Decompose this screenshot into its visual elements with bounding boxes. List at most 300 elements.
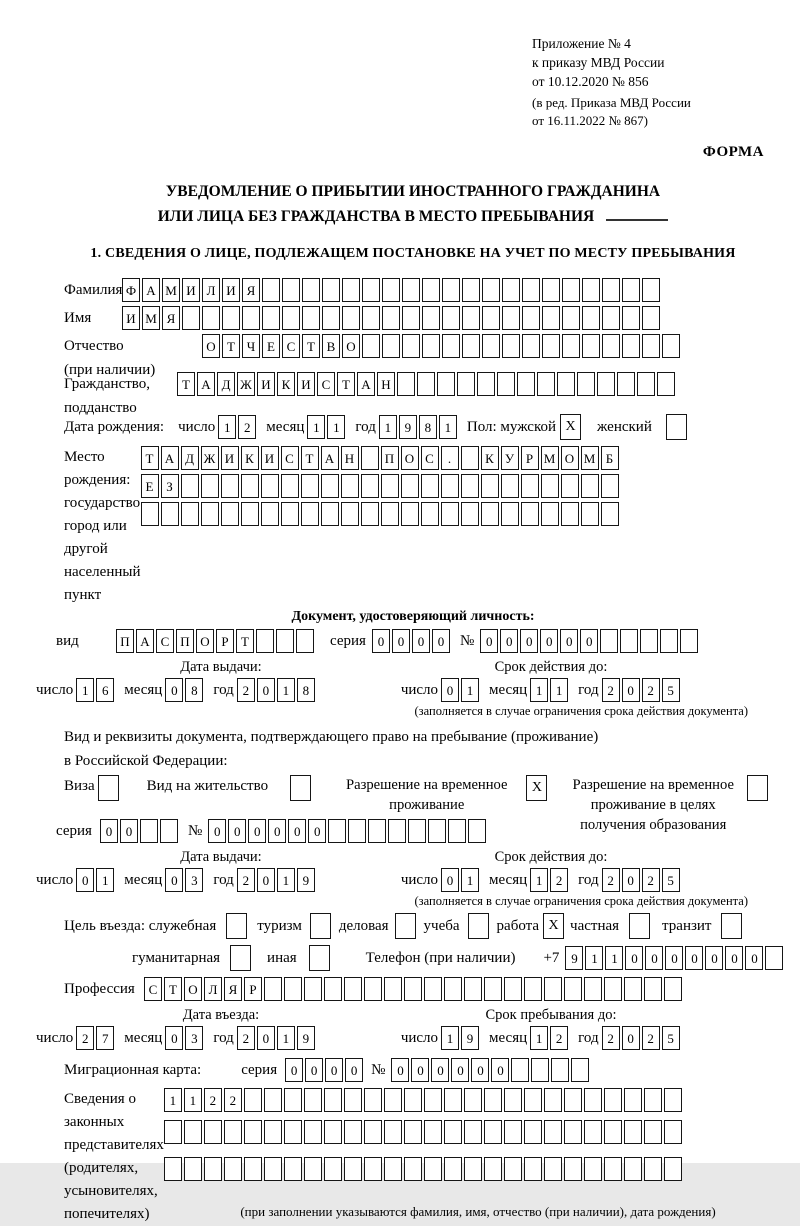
birthplace-cell[interactable] (241, 502, 259, 526)
purpose-work-checkbox-cell[interactable]: X (543, 913, 564, 939)
guardians-cell[interactable] (424, 1157, 442, 1181)
temp-residence-edu-checkbox-cell[interactable] (747, 775, 768, 801)
surname-cell[interactable]: И (222, 278, 240, 302)
patronymic-cell[interactable] (382, 334, 400, 358)
birthplace-cell[interactable] (561, 502, 579, 526)
birthplace-cell[interactable] (461, 474, 479, 498)
entry-year-cell[interactable]: 2 (237, 1026, 255, 1050)
birthplace-cell[interactable]: С (421, 446, 439, 470)
patronymic-cell[interactable] (522, 334, 540, 358)
doc-type-cell[interactable]: С (156, 629, 174, 653)
stay-month-cell[interactable]: 2 (550, 1026, 568, 1050)
guardians-cell[interactable] (564, 1120, 582, 1144)
citizenship-cell[interactable] (517, 372, 535, 396)
birthplace-cell[interactable]: О (561, 446, 579, 470)
entry-month-cell[interactable]: 0 (165, 1026, 183, 1050)
doc-type-cell[interactable] (296, 629, 314, 653)
guardians-cell[interactable]: 1 (184, 1088, 202, 1112)
doc-issue-year-cell[interactable]: 8 (297, 678, 315, 702)
doc-series-cell[interactable]: 0 (372, 629, 390, 653)
birth-day-cell[interactable]: 1 (218, 415, 236, 439)
citizenship-cell[interactable]: К (277, 372, 295, 396)
patronymic-cell[interactable] (362, 334, 380, 358)
patronymic-cell[interactable] (562, 334, 580, 358)
doc-issue-year-cell[interactable]: 0 (257, 678, 275, 702)
given-name-cell[interactable] (482, 306, 500, 330)
phone-cell[interactable] (765, 946, 783, 970)
res-series-cell[interactable] (140, 819, 158, 843)
patronymic-cell[interactable] (482, 334, 500, 358)
mig-number-cell[interactable]: 0 (411, 1058, 429, 1082)
guardians-cell[interactable] (324, 1088, 342, 1112)
patronymic-cell[interactable] (642, 334, 660, 358)
guardians-cell[interactable] (284, 1157, 302, 1181)
birthplace-cell[interactable] (521, 502, 539, 526)
guardians-cell[interactable] (584, 1120, 602, 1144)
stay-month-cell[interactable]: 1 (530, 1026, 548, 1050)
citizenship-cell[interactable] (657, 372, 675, 396)
citizenship-cell[interactable]: Д (217, 372, 235, 396)
birthplace-cell[interactable] (441, 502, 459, 526)
surname-cell[interactable]: Я (242, 278, 260, 302)
birthplace-cell[interactable]: С (281, 446, 299, 470)
entry-day-cell[interactable]: 7 (96, 1026, 114, 1050)
profession-cell[interactable] (304, 977, 322, 1001)
birthplace-cell[interactable] (161, 502, 179, 526)
birthplace-cell[interactable]: Т (141, 446, 159, 470)
patronymic-cell[interactable]: Ч (242, 334, 260, 358)
patronymic-cell[interactable] (622, 334, 640, 358)
doc-issue-year-cell[interactable]: 1 (277, 678, 295, 702)
guardians-cell[interactable] (484, 1088, 502, 1112)
citizenship-cell[interactable]: А (357, 372, 375, 396)
given-name-cell[interactable] (202, 306, 220, 330)
purpose-transit-checkbox-cell[interactable] (721, 913, 742, 939)
citizenship-cell[interactable] (557, 372, 575, 396)
surname-cell[interactable] (622, 278, 640, 302)
mig-number-cell[interactable] (531, 1058, 549, 1082)
birthplace-cell[interactable] (301, 502, 319, 526)
profession-cell[interactable] (264, 977, 282, 1001)
birthplace-cell[interactable]: К (481, 446, 499, 470)
profession-cell[interactable] (284, 977, 302, 1001)
given-name-cell[interactable] (222, 306, 240, 330)
profession-cell[interactable] (504, 977, 522, 1001)
guardians-cell[interactable] (284, 1088, 302, 1112)
birthplace-cell[interactable] (201, 502, 219, 526)
guardians-cell[interactable]: 2 (204, 1088, 222, 1112)
res-issue-day-cell[interactable]: 1 (96, 868, 114, 892)
patronymic-cell[interactable]: Е (262, 334, 280, 358)
doc-number-cell[interactable] (640, 629, 658, 653)
res-issue-day-cell[interactable]: 0 (76, 868, 94, 892)
birthplace-cell[interactable]: Р (521, 446, 539, 470)
given-name-cell[interactable] (642, 306, 660, 330)
guardians-cell[interactable] (544, 1088, 562, 1112)
birthplace-cell[interactable]: А (161, 446, 179, 470)
given-name-cell[interactable] (502, 306, 520, 330)
res-number-cell[interactable]: 0 (308, 819, 326, 843)
surname-cell[interactable] (402, 278, 420, 302)
birthplace-cell[interactable]: К (241, 446, 259, 470)
doc-number-cell[interactable]: 0 (540, 629, 558, 653)
doc-type-cell[interactable]: А (136, 629, 154, 653)
given-name-cell[interactable] (362, 306, 380, 330)
purpose-humanitarian-checkbox-cell[interactable] (230, 945, 251, 971)
citizenship-cell[interactable]: Ж (237, 372, 255, 396)
surname-cell[interactable] (562, 278, 580, 302)
guardians-cell[interactable] (424, 1120, 442, 1144)
guardians-cell[interactable] (524, 1157, 542, 1181)
guardians-cell[interactable] (524, 1088, 542, 1112)
birthplace-cell[interactable]: Т (301, 446, 319, 470)
birthplace-cell[interactable]: Н (341, 446, 359, 470)
surname-cell[interactable]: Л (202, 278, 220, 302)
guardians-cell[interactable] (484, 1120, 502, 1144)
birthplace-cell[interactable]: Е (141, 474, 159, 498)
guardians-cell[interactable] (624, 1088, 642, 1112)
profession-cell[interactable] (344, 977, 362, 1001)
birthplace-cell[interactable] (481, 474, 499, 498)
birthplace-cell[interactable] (281, 474, 299, 498)
guardians-cell[interactable] (204, 1120, 222, 1144)
guardians-cell[interactable] (364, 1120, 382, 1144)
surname-cell[interactable]: М (162, 278, 180, 302)
guardians-cell[interactable] (204, 1157, 222, 1181)
guardians-cell[interactable] (244, 1120, 262, 1144)
mig-series-cell[interactable]: 0 (325, 1058, 343, 1082)
surname-cell[interactable] (282, 278, 300, 302)
birthplace-cell[interactable] (501, 502, 519, 526)
birthplace-cell[interactable] (221, 474, 239, 498)
birthplace-cell[interactable] (421, 474, 439, 498)
given-name-cell[interactable] (182, 306, 200, 330)
phone-cell[interactable]: 0 (705, 946, 723, 970)
profession-cell[interactable]: Р (244, 977, 262, 1001)
res-number-cell[interactable]: 0 (208, 819, 226, 843)
surname-cell[interactable]: А (142, 278, 160, 302)
mig-number-cell[interactable] (551, 1058, 569, 1082)
given-name-cell[interactable] (342, 306, 360, 330)
birthplace-cell[interactable] (321, 502, 339, 526)
profession-cell[interactable]: О (184, 977, 202, 1001)
birthplace-cell[interactable] (341, 502, 359, 526)
doc-number-cell[interactable] (680, 629, 698, 653)
doc-series-cell[interactable]: 0 (392, 629, 410, 653)
citizenship-cell[interactable]: А (197, 372, 215, 396)
citizenship-cell[interactable]: И (257, 372, 275, 396)
guardians-cell[interactable] (484, 1157, 502, 1181)
mig-number-cell[interactable] (571, 1058, 589, 1082)
given-name-cell[interactable] (542, 306, 560, 330)
mig-series-cell[interactable]: 0 (285, 1058, 303, 1082)
surname-cell[interactable] (522, 278, 540, 302)
guardians-cell[interactable] (344, 1088, 362, 1112)
visa-checkbox-cell[interactable] (98, 775, 119, 801)
stay-year-cell[interactable]: 0 (622, 1026, 640, 1050)
birthplace-cell[interactable] (421, 502, 439, 526)
stay-year-cell[interactable]: 5 (662, 1026, 680, 1050)
entry-year-cell[interactable]: 0 (257, 1026, 275, 1050)
res-issue-year-cell[interactable]: 2 (237, 868, 255, 892)
doc-type-cell[interactable]: П (116, 629, 134, 653)
profession-cell[interactable] (464, 977, 482, 1001)
guardians-cell[interactable] (644, 1120, 662, 1144)
doc-number-cell[interactable]: 0 (520, 629, 538, 653)
birthplace-cell[interactable] (581, 502, 599, 526)
res-number-cell[interactable] (348, 819, 366, 843)
surname-cell[interactable] (602, 278, 620, 302)
birthplace-cell[interactable]: И (221, 446, 239, 470)
patronymic-cell[interactable]: С (282, 334, 300, 358)
birthplace-cell[interactable] (141, 502, 159, 526)
given-name-cell[interactable] (522, 306, 540, 330)
surname-cell[interactable] (322, 278, 340, 302)
mig-number-cell[interactable]: 0 (431, 1058, 449, 1082)
guardians-cell[interactable] (664, 1120, 682, 1144)
guardians-cell[interactable] (644, 1088, 662, 1112)
temp-residence-checkbox-cell[interactable]: X (526, 775, 547, 801)
phone-cell[interactable]: 0 (665, 946, 683, 970)
birthplace-cell[interactable]: Ж (201, 446, 219, 470)
res-number-cell[interactable]: 0 (248, 819, 266, 843)
res-issue-year-cell[interactable]: 1 (277, 868, 295, 892)
stay-day-cell[interactable]: 9 (461, 1026, 479, 1050)
citizenship-cell[interactable]: Т (177, 372, 195, 396)
birth-day-cell[interactable]: 2 (238, 415, 256, 439)
given-name-cell[interactable] (422, 306, 440, 330)
guardians-cell[interactable] (564, 1088, 582, 1112)
given-name-cell[interactable]: Я (162, 306, 180, 330)
citizenship-cell[interactable] (497, 372, 515, 396)
profession-cell[interactable] (324, 977, 342, 1001)
citizenship-cell[interactable] (397, 372, 415, 396)
given-name-cell[interactable] (382, 306, 400, 330)
guardians-cell[interactable] (404, 1088, 422, 1112)
entry-year-cell[interactable]: 1 (277, 1026, 295, 1050)
doc-type-cell[interactable] (276, 629, 294, 653)
guardians-cell[interactable] (464, 1157, 482, 1181)
patronymic-cell[interactable] (402, 334, 420, 358)
guardians-cell[interactable] (224, 1120, 242, 1144)
doc-number-cell[interactable]: 0 (560, 629, 578, 653)
guardians-cell[interactable] (604, 1088, 622, 1112)
citizenship-cell[interactable]: С (317, 372, 335, 396)
profession-cell[interactable] (664, 977, 682, 1001)
res-valid-day-cell[interactable]: 0 (441, 868, 459, 892)
guardians-cell[interactable] (424, 1088, 442, 1112)
guardians-cell[interactable] (604, 1157, 622, 1181)
patronymic-cell[interactable]: О (202, 334, 220, 358)
birthplace-cell[interactable]: З (161, 474, 179, 498)
res-series-cell[interactable] (160, 819, 178, 843)
birthplace-cell[interactable]: И (261, 446, 279, 470)
surname-cell[interactable] (442, 278, 460, 302)
surname-cell[interactable] (542, 278, 560, 302)
doc-series-cell[interactable]: 0 (432, 629, 450, 653)
guardians-cell[interactable] (364, 1088, 382, 1112)
birth-month-cell[interactable]: 1 (327, 415, 345, 439)
res-issue-year-cell[interactable]: 9 (297, 868, 315, 892)
birthplace-cell[interactable] (221, 502, 239, 526)
purpose-business-checkbox-cell[interactable] (395, 913, 416, 939)
patronymic-cell[interactable] (662, 334, 680, 358)
given-name-cell[interactable] (262, 306, 280, 330)
mig-series-cell[interactable]: 0 (305, 1058, 323, 1082)
res-number-cell[interactable] (328, 819, 346, 843)
guardians-cell[interactable] (184, 1157, 202, 1181)
birth-year-cell[interactable]: 1 (379, 415, 397, 439)
birthplace-cell[interactable] (361, 474, 379, 498)
doc-number-cell[interactable] (660, 629, 678, 653)
guardians-cell[interactable]: 1 (164, 1088, 182, 1112)
birthplace-cell[interactable] (181, 502, 199, 526)
given-name-cell[interactable]: М (142, 306, 160, 330)
citizenship-cell[interactable] (477, 372, 495, 396)
guardians-cell[interactable] (384, 1088, 402, 1112)
guardians-cell[interactable] (404, 1157, 422, 1181)
guardians-cell[interactable] (344, 1157, 362, 1181)
birthplace-cell[interactable] (361, 446, 379, 470)
doc-valid-year-cell[interactable]: 0 (622, 678, 640, 702)
res-series-cell[interactable]: 0 (120, 819, 138, 843)
guardians-cell[interactable] (664, 1157, 682, 1181)
surname-cell[interactable] (262, 278, 280, 302)
purpose-tourism-checkbox-cell[interactable] (310, 913, 331, 939)
birth-year-cell[interactable]: 9 (399, 415, 417, 439)
citizenship-cell[interactable]: Н (377, 372, 395, 396)
birthplace-cell[interactable] (301, 474, 319, 498)
guardians-cell[interactable] (444, 1120, 462, 1144)
patronymic-cell[interactable] (582, 334, 600, 358)
profession-cell[interactable]: Я (224, 977, 242, 1001)
birthplace-cell[interactable]: М (581, 446, 599, 470)
given-name-cell[interactable] (602, 306, 620, 330)
birth-year-cell[interactable]: 8 (419, 415, 437, 439)
res-issue-month-cell[interactable]: 3 (185, 868, 203, 892)
citizenship-cell[interactable]: Т (337, 372, 355, 396)
given-name-cell[interactable] (442, 306, 460, 330)
res-valid-day-cell[interactable]: 1 (461, 868, 479, 892)
surname-cell[interactable]: И (182, 278, 200, 302)
patronymic-cell[interactable] (422, 334, 440, 358)
profession-cell[interactable] (484, 977, 502, 1001)
mig-number-cell[interactable] (511, 1058, 529, 1082)
profession-cell[interactable] (404, 977, 422, 1001)
profession-cell[interactable]: С (144, 977, 162, 1001)
guardians-cell[interactable] (584, 1157, 602, 1181)
citizenship-cell[interactable] (597, 372, 615, 396)
birthplace-cell[interactable] (541, 474, 559, 498)
birthplace-cell[interactable] (401, 474, 419, 498)
given-name-cell[interactable] (282, 306, 300, 330)
guardians-cell[interactable] (264, 1088, 282, 1112)
res-issue-month-cell[interactable]: 0 (165, 868, 183, 892)
doc-type-cell[interactable]: О (196, 629, 214, 653)
doc-valid-day-cell[interactable]: 0 (441, 678, 459, 702)
doc-type-cell[interactable] (256, 629, 274, 653)
surname-cell[interactable] (422, 278, 440, 302)
res-number-cell[interactable] (368, 819, 386, 843)
birthplace-cell[interactable] (401, 502, 419, 526)
patronymic-cell[interactable]: Т (222, 334, 240, 358)
entry-month-cell[interactable]: 3 (185, 1026, 203, 1050)
birthplace-cell[interactable] (481, 502, 499, 526)
res-valid-month-cell[interactable]: 2 (550, 868, 568, 892)
doc-valid-year-cell[interactable]: 5 (662, 678, 680, 702)
birthplace-cell[interactable] (241, 474, 259, 498)
res-number-cell[interactable]: 0 (288, 819, 306, 843)
patronymic-cell[interactable] (502, 334, 520, 358)
given-name-cell[interactable]: И (122, 306, 140, 330)
profession-cell[interactable] (624, 977, 642, 1001)
guardians-cell[interactable] (664, 1088, 682, 1112)
doc-type-cell[interactable]: П (176, 629, 194, 653)
guardians-cell[interactable] (464, 1088, 482, 1112)
birthplace-cell[interactable]: А (321, 446, 339, 470)
patronymic-cell[interactable] (542, 334, 560, 358)
res-valid-month-cell[interactable]: 1 (530, 868, 548, 892)
birthplace-cell[interactable] (181, 474, 199, 498)
guardians-cell[interactable] (224, 1157, 242, 1181)
guardians-cell[interactable] (644, 1157, 662, 1181)
citizenship-cell[interactable] (617, 372, 635, 396)
res-number-cell[interactable] (408, 819, 426, 843)
birthplace-cell[interactable] (201, 474, 219, 498)
doc-type-cell[interactable]: Т (236, 629, 254, 653)
surname-cell[interactable] (362, 278, 380, 302)
surname-cell[interactable] (462, 278, 480, 302)
birthplace-cell[interactable] (261, 474, 279, 498)
birthplace-cell[interactable] (361, 502, 379, 526)
birthplace-cell[interactable] (561, 474, 579, 498)
profession-cell[interactable] (544, 977, 562, 1001)
guardians-cell[interactable] (324, 1157, 342, 1181)
doc-issue-day-cell[interactable]: 6 (96, 678, 114, 702)
birthplace-cell[interactable] (601, 502, 619, 526)
doc-valid-year-cell[interactable]: 2 (602, 678, 620, 702)
birthplace-cell[interactable] (521, 474, 539, 498)
given-name-cell[interactable] (562, 306, 580, 330)
res-issue-year-cell[interactable]: 0 (257, 868, 275, 892)
res-valid-year-cell[interactable]: 0 (622, 868, 640, 892)
guardians-cell[interactable] (624, 1120, 642, 1144)
sex-female-checkbox-cell[interactable] (666, 414, 687, 440)
guardians-cell[interactable] (444, 1088, 462, 1112)
given-name-cell[interactable] (302, 306, 320, 330)
phone-cell[interactable]: 9 (565, 946, 583, 970)
guardians-cell[interactable] (444, 1157, 462, 1181)
guardians-cell[interactable] (304, 1157, 322, 1181)
stay-year-cell[interactable]: 2 (602, 1026, 620, 1050)
guardians-cell[interactable] (464, 1120, 482, 1144)
guardians-cell[interactable] (344, 1120, 362, 1144)
phone-cell[interactable]: 0 (625, 946, 643, 970)
doc-number-cell[interactable]: 0 (580, 629, 598, 653)
citizenship-cell[interactable] (417, 372, 435, 396)
birthplace-cell[interactable] (501, 474, 519, 498)
res-number-cell[interactable] (428, 819, 446, 843)
guardians-cell[interactable] (324, 1120, 342, 1144)
profession-cell[interactable] (604, 977, 622, 1001)
guardians-cell[interactable] (524, 1120, 542, 1144)
birth-year-cell[interactable]: 1 (439, 415, 457, 439)
given-name-cell[interactable] (622, 306, 640, 330)
profession-cell[interactable] (384, 977, 402, 1001)
phone-cell[interactable]: 0 (745, 946, 763, 970)
phone-cell[interactable]: 0 (645, 946, 663, 970)
res-number-cell[interactable] (388, 819, 406, 843)
